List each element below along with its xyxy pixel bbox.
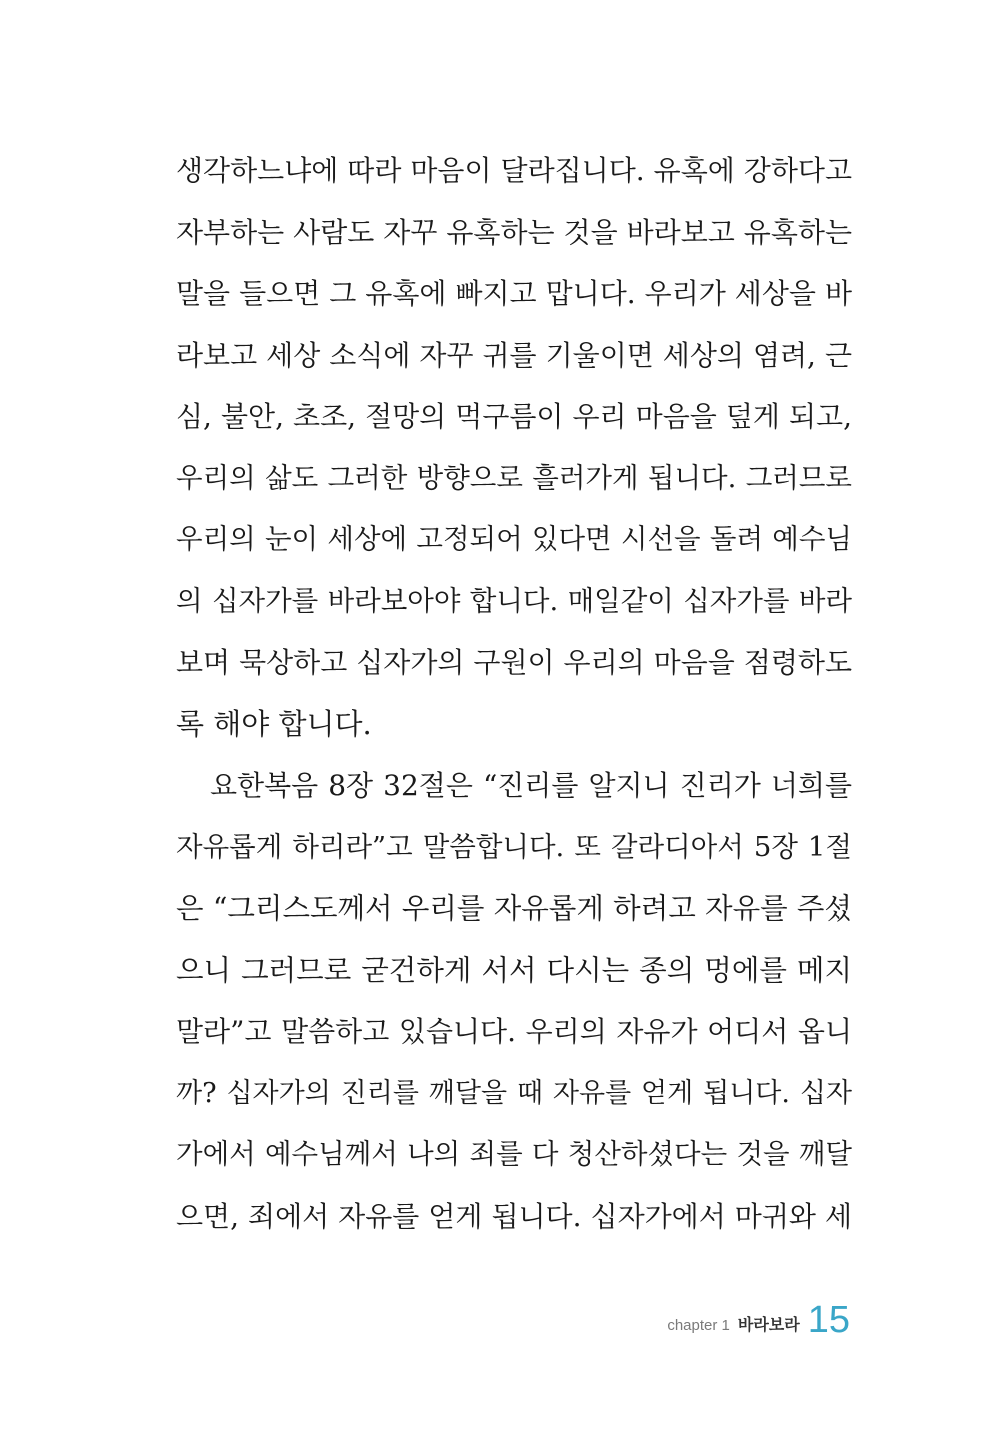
text-line: 우리의 눈이 세상에 고정되어 있다면 시선을 돌려 예수님 (176, 523, 852, 555)
text-line: 말을 들으면 그 유혹에 빠지고 맙니다. 우리가 세상을 바 (176, 277, 852, 310)
body-text (176, 140, 852, 1247)
text-line: 자부하는 사람도 자꾸 유혹하는 것을 바라보고 유혹하는 (176, 215, 852, 249)
text-line: 가에서 예수님께서 나의 죄를 다 청산하셨다는 것을 깨달 (176, 1138, 852, 1170)
text-line: 으면, 죄에서 자유를 얻게 됩니다. 십자가에서 마귀와 세 (176, 1199, 852, 1233)
text-line: 까? 십자가의 진리를 깨달을 때 자유를 얻게 됩니다. 십자 (176, 1077, 852, 1109)
text-line: 말라”고 말씀하고 있습니다. 우리의 자유가 어디서 옵니 (176, 1015, 852, 1048)
text-line: 의 십자가를 바라보아야 합니다. 매일같이 십자가를 바라 (176, 584, 852, 617)
chapter-label: chapter 1 (667, 1317, 730, 1334)
text-line: 자유롭게 하리라”고 말씀합니다. 또 갈라디아서 5장 1절 (176, 830, 852, 863)
text-line: 보며 묵상하고 십자가의 구원이 우리의 마음을 점령하도 (176, 646, 852, 679)
page-number: 15 (807, 1299, 850, 1341)
text-line: 심, 불안, 초조, 절망의 먹구름이 우리 마음을 덮게 되고, (176, 400, 852, 433)
text-line: 우리의 삶도 그러한 방향으로 흘러가게 됩니다. 그러므로 (176, 461, 852, 494)
text-line: 요한복음 8장 32절은 “진리를 알지니 진리가 너희를 (210, 769, 852, 802)
chapter-title: 바라보라 (737, 1317, 800, 1334)
text-line: 라보고 세상 소식에 자꾸 귀를 기울이면 세상의 염려, 근 (176, 338, 852, 372)
page-footer (667, 1290, 850, 1340)
text-line: 은 “그리스도께서 우리를 자유롭게 하려고 자유를 주셨 (176, 892, 852, 925)
text-line: 생각하느냐에 따라 마음이 달라집니다. 유혹에 강하다고 (176, 154, 852, 187)
text-line: 록 해야 합니다. (176, 706, 372, 741)
text-line: 으니 그러므로 굳건하게 서서 다시는 종의 멍에를 메지 (176, 953, 852, 987)
